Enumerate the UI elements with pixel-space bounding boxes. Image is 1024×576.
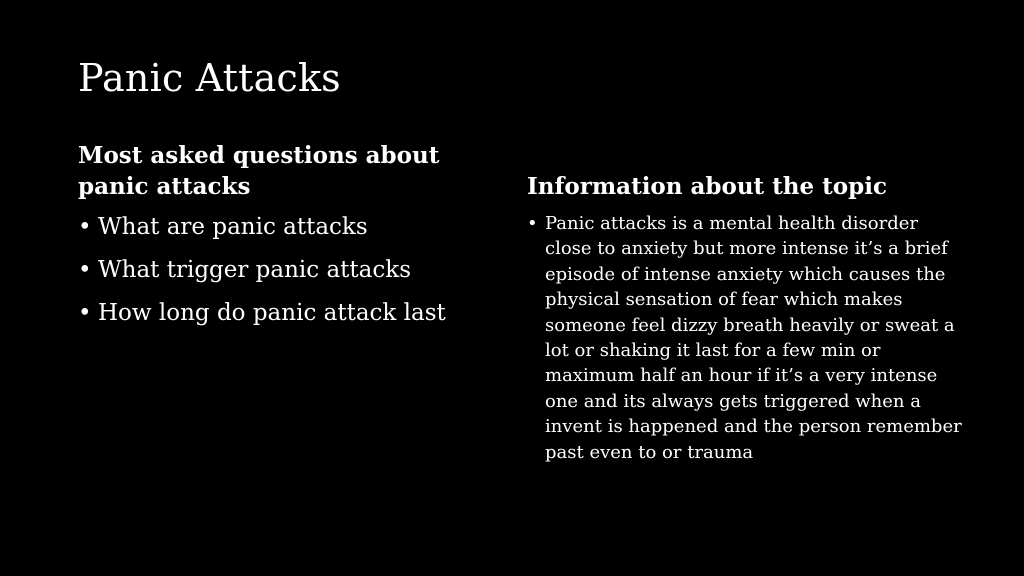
bullet-icon: • — [78, 257, 92, 283]
bullet-icon: • — [78, 300, 92, 326]
list-item-text: How long do panic attack last — [98, 300, 446, 326]
list-item-text: Panic attacks is a mental health disorder close to anxiety but more intense it’s a brief episode of intense anxiety which causes the physical sensation of fear which makes someone feel dizzy breath heavily or sweat a lot or shaking it last for a few min or maximum half an hour if it’s a very intense one and its always gets triggered when a invent is happened and the person remember past even to or trauma — [545, 213, 962, 463]
slide-title: Panic Attacks — [78, 56, 341, 100]
list-item — [78, 293, 498, 336]
right-column-heading: Information about the topic — [527, 173, 887, 200]
list-item-text: What trigger panic attacks — [98, 257, 412, 283]
list-item — [78, 207, 498, 250]
list-item — [527, 211, 967, 465]
right-bullet-list — [527, 211, 967, 465]
left-bullet-list — [78, 207, 498, 336]
list-item — [78, 250, 498, 293]
bullet-icon: • — [527, 213, 538, 234]
bullet-icon: • — [78, 214, 92, 240]
list-item-text: What are panic attacks — [98, 214, 368, 240]
left-column-heading: Most asked questions about panic attacks — [78, 142, 440, 200]
